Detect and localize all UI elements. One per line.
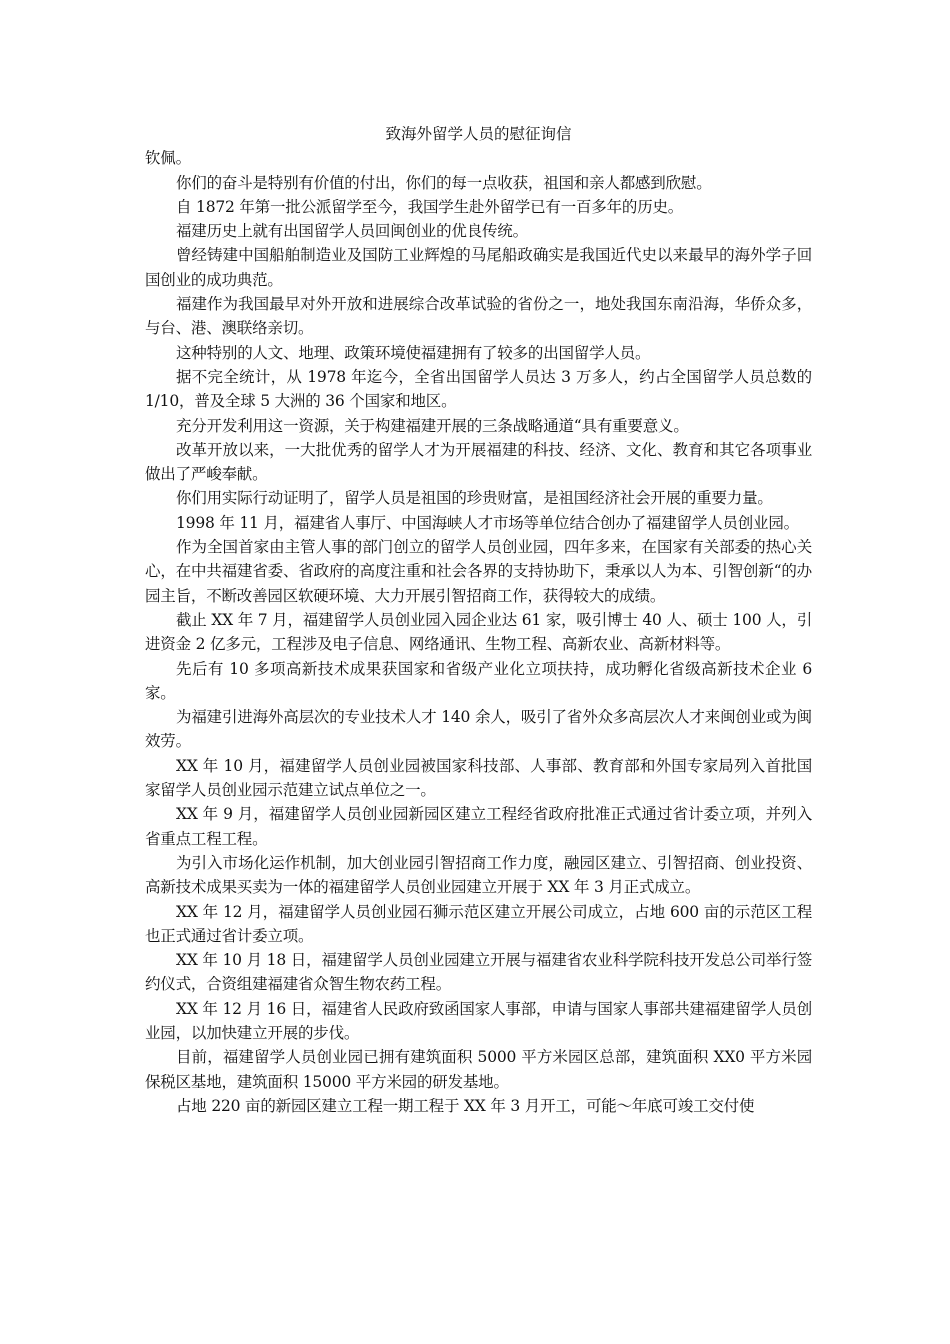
document-title: 致海外留学人员的慰征询信 — [385, 125, 572, 143]
paragraph: 占地 220 亩的新园区建立工程一期工程于 XX 年 3 月开工，可能～年底可竣工交付使 — [176, 1096, 755, 1115]
document-body — [145, 122, 812, 1118]
paragraph: 充分开发利用这一资源，关于构建福建开展的三条战略通道“具有重要意义。 — [176, 416, 689, 435]
paragraph: 自 1872 年第一批公派留学至今，我国学生赴外留学已有一百多年的历史。 — [176, 197, 684, 216]
paragraph: 曾经铸建中国船舶制造业及国防工业辉煌的马尾船政确实是我国近代史以来最早的海外学子回国创业的成功典范。 — [145, 246, 812, 289]
paragraph: 截止 XX 年 7 月，福建留学人员创业园入园企业达 61 家，吸引博士 40 人、硕士 100 人，引进资金 2 亿多元，工程涉及电子信息、网络通讯、生物工程、高新农业、高新材料等。 — [145, 610, 812, 654]
paragraph: 福建作为我国最早对外开放和进展综合改革试验的省份之一，地处我国东南沿海，华侨众多，与台、港、澳联络亲切。 — [145, 295, 812, 338]
paragraph: XX 年 10 月 18 日，福建留学人员创业园建立开展与福建省农业科学院科技开发总公司举行签约仪式，合资组建福建省众智生物农药工程。 — [145, 951, 812, 994]
paragraph: 据不完全统计，从 1978 年迄今，全省出国留学人员达 3 万多人，约占全国留学人员总数的 1/10，普及全球 5 大洲的 36 个国家和地区。 — [145, 367, 812, 411]
paragraph-list — [145, 146, 812, 1118]
paragraph: 改革开放以来，一大批优秀的留学人才为开展福建的科技、经济、文化、教育和其它各项事业做出了严峻奉献。 — [145, 440, 812, 484]
paragraph: XX 年 12 月，福建留学人员创业园石狮示范区建立开展公司成立，占地 600 亩的示范区工程也正式通过省计委立项。 — [145, 902, 812, 945]
paragraph: 福建历史上就有出国留学人员回闽创业的优良传统。 — [176, 222, 528, 241]
paragraph: 目前，福建留学人员创业园已拥有建筑面积 5000 平方米园区总部，建筑面积 XX0 平方米园保税区基地，建筑面积 15000 平方米园的研发基地。 — [145, 1048, 812, 1091]
paragraph: 作为全国首家由主管人事的部门创立的留学人员创业园，四年多来，在国家有关部委的热心关心，在中共福建省委、省政府的高度注重和社会各界的支持协助下，秉承以人为本、引智创新“的办园主旨，不断改善园区软硬环境、大力开展引智招商工作，获得较大的成绩。 — [145, 538, 812, 605]
paragraph: 你们用实际行动证明了，留学人员是祖国的珍贵财富，是祖国经济社会开展的重要力量。 — [176, 489, 773, 508]
paragraph: 你们的奋斗是特别有价值的付出，你们的每一点收获，祖国和亲人都感到欣慰。 — [176, 173, 712, 192]
paragraph: XX 年 12 月 16 日，福建省人民政府致函国家人事部，申请与国家人事部共建福建留学人员创业园，以加快建立开展的步伐。 — [145, 999, 812, 1042]
paragraph: XX 年 9 月，福建留学人员创业园新园区建立工程经省政府批准正式通过省计委立项，并列入省重点工程工程。 — [145, 805, 812, 848]
paragraph: 先后有 10 多项高新技术成果获国家和省级产业化立项扶持，成功孵化省级高新技术企业 6 家。 — [145, 659, 812, 702]
paragraph: 为引入市场化运作机制，加大创业园引智招商工作力度，融园区建立、引智招商、创业投资、高新技术成果买卖为一体的福建留学人员创业园建立开展于 XX 年 3 月正式成立。 — [145, 853, 812, 897]
paragraph: 钦佩。 — [145, 149, 191, 168]
paragraph: 这种特别的人文、地理、政策环境使福建拥有了较多的出国留学人员。 — [176, 343, 651, 362]
paragraph: 为福建引进海外高层次的专业技术人才 140 余人，吸引了省外众多高层次人才来闽创业或为闽效劳。 — [145, 708, 812, 751]
paragraph: XX 年 10 月，福建留学人员创业园被国家科技部、人事部、教育部和外国专家局列入首批国家留学人员创业园示范建立试点单位之一。 — [145, 756, 812, 800]
paragraph: 1998 年 11 月，福建省人事厅、中国海峡人才市场等单位结合创办了福建留学人员创业园。 — [176, 513, 799, 532]
